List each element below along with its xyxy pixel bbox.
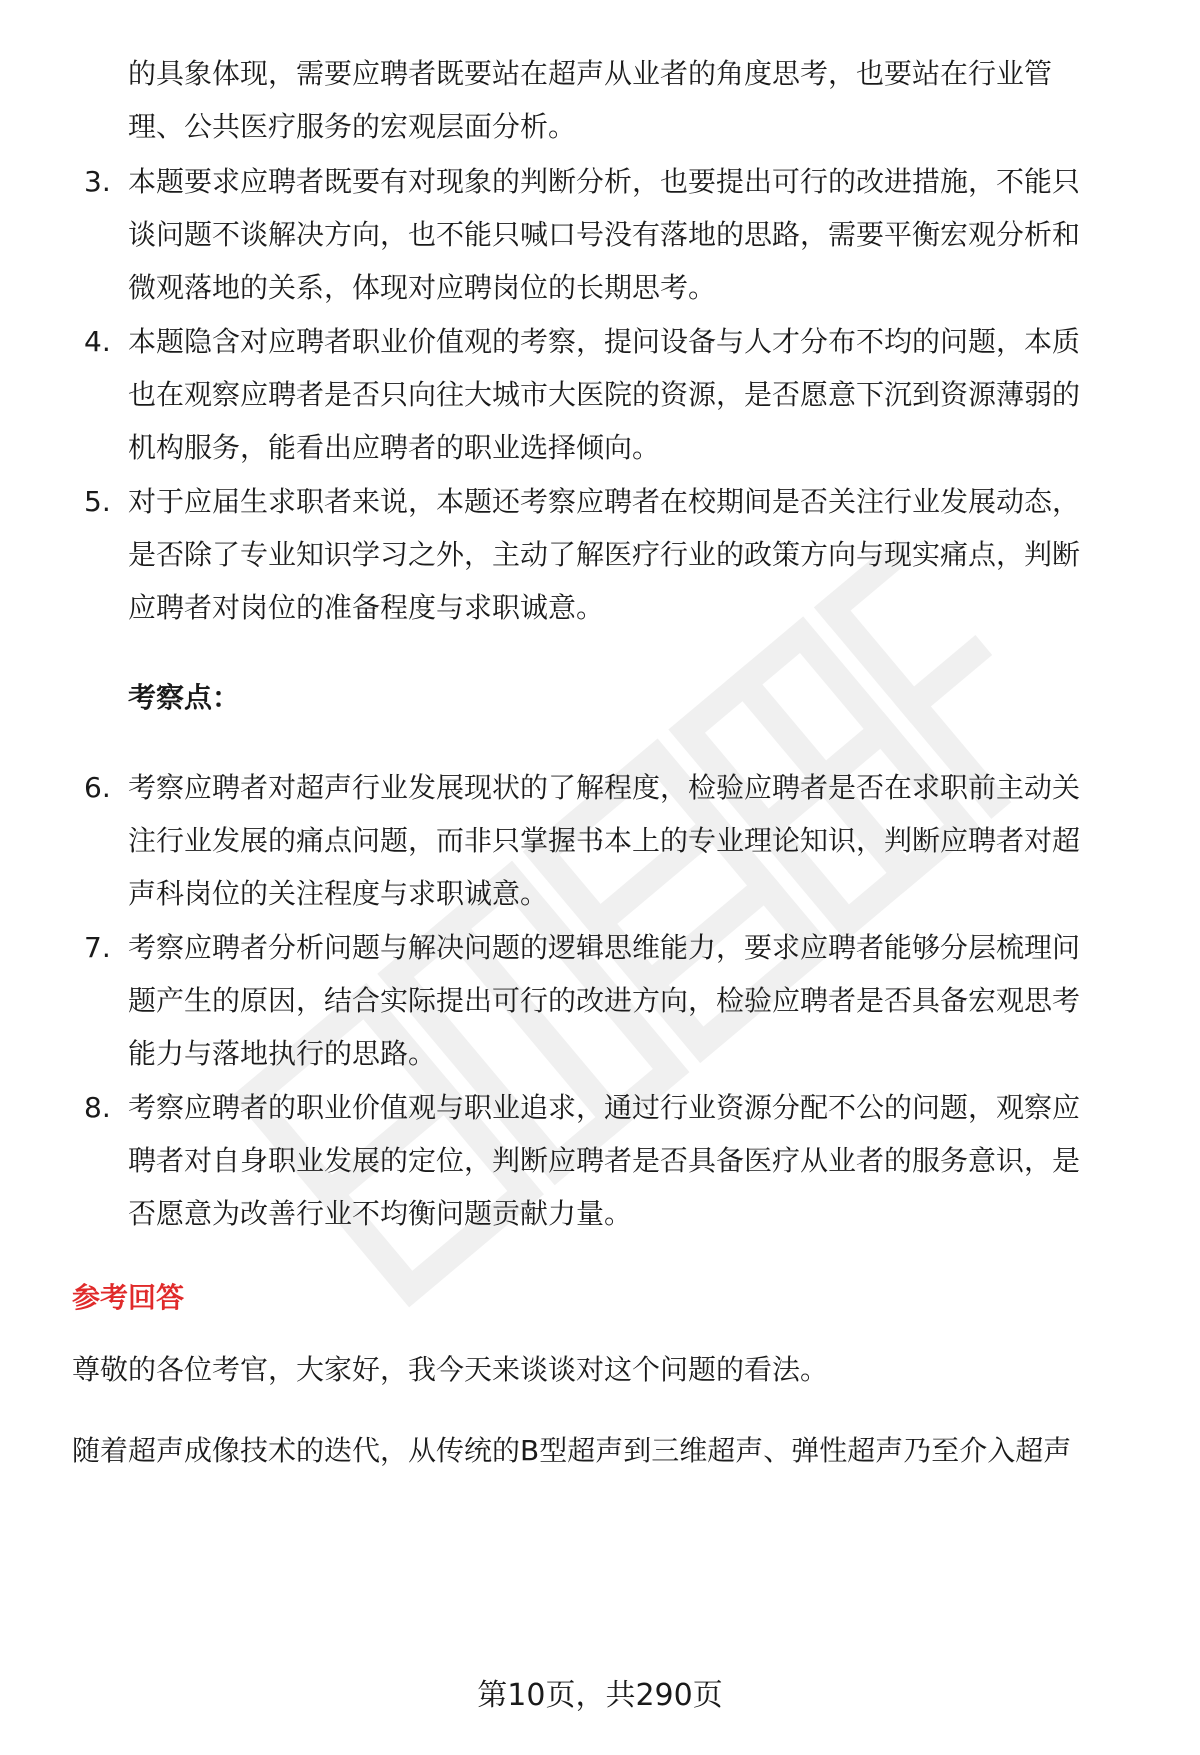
section-heading-answer: 参考回答 [72, 1281, 185, 1314]
list-item-line: 对于应届生求职者来说，本题还考察应聘者在校期间是否关注行业发展动态， [128, 485, 1081, 518]
list-item-line: 考察应聘者分析问题与解决问题的逻辑思维能力，要求应聘者能够分层梳理问 [128, 931, 1081, 964]
section-heading-points: 考察点： [128, 681, 241, 714]
list-item-line: 声科岗位的关注程度与求职诚意。 [128, 877, 549, 910]
intro-line-1: 的具象体现，需要应聘者既要站在超声从业者的角度思考，也要站在行业管 [128, 57, 1053, 90]
list-item-line: 也在观察应聘者是否只向往大城市大医院的资源，是否愿意下沉到资源薄弱的 [128, 378, 1081, 411]
list-item-line: 注行业发展的痛点问题，而非只掌握书本上的专业理论知识，判断应聘者对超 [128, 824, 1081, 857]
list-item-line: 否愿意为改善行业不均衡问题贡献力量。 [128, 1197, 633, 1230]
list-item-line: 机构服务，能看出应聘者的职业选择倾向。 [128, 431, 661, 464]
list-item-number: 8. [84, 1091, 111, 1124]
list-item-line: 谈问题不谈解决方向，也不能只喊口号没有落地的思路，需要平衡宏观分析和 [128, 218, 1081, 251]
list-item-number: 7. [84, 931, 111, 964]
list-item-line: 是否除了专业知识学习之外，主动了解医疗行业的政策方向与现实痛点，判断 [128, 538, 1081, 571]
list-item-line: 考察应聘者的职业价值观与职业追求，通过行业资源分配不公的问题，观察应 [128, 1091, 1081, 1124]
list-item-number: 6. [84, 771, 111, 804]
list-item-line: 聘者对自身职业发展的定位，判断应聘者是否具备医疗从业者的服务意识，是 [128, 1144, 1081, 1177]
list-item-line: 能力与落地执行的思路。 [128, 1037, 437, 1070]
answer-paragraph-2: 随着超声成像技术的迭代，从传统的B型超声到三维超声、弹性超声乃至介入超声 [72, 1434, 1072, 1467]
page-footer: 第10页，共290页 [477, 1678, 723, 1713]
list-item-line: 应聘者对岗位的准备程度与求职诚意。 [128, 591, 605, 624]
list-item-line: 考察应聘者对超声行业发展现状的了解程度，检验应聘者是否在求职前主动关 [128, 771, 1081, 804]
list-item-line: 题产生的原因，结合实际提出可行的改进方向，检验应聘者是否具备宏观思考 [128, 984, 1081, 1017]
answer-paragraph-1: 尊敬的各位考官，大家好，我今天来谈谈对这个问题的看法。 [72, 1353, 829, 1386]
list-item-number: 4. [84, 325, 111, 358]
intro-line-2: 理、公共医疗服务的宏观层面分析。 [128, 110, 577, 143]
list-item-line: 微观落地的关系，体现对应聘岗位的长期思考。 [128, 271, 717, 304]
list-item-line: 本题隐含对应聘者职业价值观的考察，提问设备与人才分布不均的问题，本质 [128, 325, 1081, 358]
list-item-number: 5. [84, 485, 111, 518]
list-item-line: 本题要求应聘者既要有对现象的判断分析，也要提出可行的改进措施，不能只 [128, 165, 1081, 198]
list-item-number: 3. [84, 165, 111, 198]
